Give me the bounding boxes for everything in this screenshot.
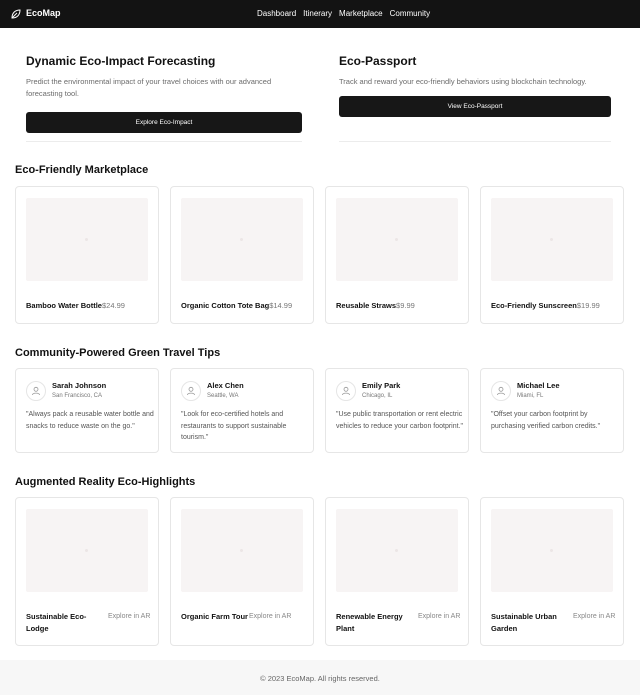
explore-in-ar-link[interactable]: Explore in AR <box>573 613 616 620</box>
product-image-placeholder <box>181 198 303 281</box>
tip-author-name: Emily Park <box>362 381 401 390</box>
feature-title: Dynamic Eco-Impact Forecasting <box>26 54 216 68</box>
eco-impact-feature <box>26 54 302 133</box>
product-price: $9.99 <box>396 301 415 310</box>
feature-description: Predict the environmental impact of your travel choices with our advanced forecasting tool. <box>26 77 272 98</box>
copyright-text: © 2023 EcoMap. All rights reserved. <box>260 674 380 683</box>
product-image-placeholder <box>336 198 458 281</box>
product-info <box>491 301 600 310</box>
ar-card[interactable] <box>325 497 469 646</box>
product-info <box>336 301 415 310</box>
product-card[interactable] <box>480 186 624 324</box>
tip-quote: "Always pack a reusable water bottle and snacks to reduce waste on the go." <box>26 411 154 430</box>
image-icon <box>240 549 243 552</box>
product-image-placeholder <box>491 198 613 281</box>
marketplace-heading: Eco-Friendly Marketplace <box>15 164 149 176</box>
ar-heading: Augmented Reality Eco-Highlights <box>15 476 196 488</box>
ar-image-placeholder <box>26 509 148 592</box>
ar-card[interactable] <box>480 497 624 646</box>
feature-title: Eco-Passport <box>339 54 417 68</box>
avatar <box>336 381 356 401</box>
image-icon <box>85 549 88 552</box>
nav-link-itinerary[interactable]: Itinerary <box>303 9 333 18</box>
divider <box>26 141 302 142</box>
user-icon <box>186 386 196 396</box>
tip-quote: "Use public transportation or rent electric vehicles to reduce your carbon footprint." <box>336 411 463 430</box>
tip-author-name: Sarah Johnson <box>52 381 107 390</box>
avatar <box>26 381 46 401</box>
eco-passport-feature <box>339 54 611 117</box>
avatar <box>491 381 511 401</box>
feature-description: Track and reward your eco-friendly behaviors using blockchain technology. <box>339 77 587 86</box>
tip-author-name: Michael Lee <box>517 381 560 390</box>
product-price: $14.99 <box>269 301 293 310</box>
footer <box>0 660 640 695</box>
explore-in-ar-link[interactable]: Explore in AR <box>418 613 461 620</box>
ar-location-name: Sustainable Urban Garden <box>491 612 557 633</box>
tip-card <box>325 368 469 453</box>
main-nav <box>257 9 430 18</box>
tip-card <box>170 368 314 453</box>
view-eco-passport-button[interactable]: View Eco-Passport <box>339 96 611 117</box>
product-info <box>26 301 125 310</box>
avatar <box>181 381 201 401</box>
user-icon <box>31 386 41 396</box>
product-name: Bamboo Water Bottle <box>26 301 102 310</box>
brand-name: EcoMap <box>26 8 61 18</box>
tip-quote: "Look for eco-certified hotels and restaurants to support sustainable tourism." <box>181 411 287 441</box>
top-navbar <box>0 0 640 28</box>
divider <box>339 141 611 142</box>
user-icon <box>496 386 506 396</box>
tip-author-location: San Francisco, CA <box>52 393 103 399</box>
leaf-icon <box>10 7 22 19</box>
ar-image-placeholder <box>181 509 303 592</box>
nav-link-dashboard[interactable]: Dashboard <box>257 9 297 18</box>
explore-in-ar-link[interactable]: Explore in AR <box>249 613 292 620</box>
ar-card[interactable] <box>15 497 159 646</box>
tip-author-location: Seattle, WA <box>207 393 239 399</box>
ar-card[interactable] <box>170 497 314 646</box>
image-icon <box>550 238 553 241</box>
tip-author-name: Alex Chen <box>207 381 244 390</box>
tip-author-location: Miami, FL <box>517 393 544 399</box>
brand-logo[interactable] <box>10 7 61 19</box>
product-info <box>181 301 292 310</box>
image-icon <box>550 549 553 552</box>
explore-eco-impact-button[interactable]: Explore Eco-Impact <box>26 112 302 133</box>
ar-image-placeholder <box>491 509 613 592</box>
tip-author-location: Chicago, IL <box>362 393 393 399</box>
product-card[interactable] <box>170 186 314 324</box>
product-name: Organic Cotton Tote Bag <box>181 301 270 310</box>
product-card[interactable] <box>15 186 159 324</box>
user-icon <box>341 386 351 396</box>
image-icon <box>395 549 398 552</box>
product-card[interactable] <box>325 186 469 324</box>
tip-card <box>15 368 159 453</box>
ar-image-placeholder <box>336 509 458 592</box>
nav-link-marketplace[interactable]: Marketplace <box>339 9 383 18</box>
image-icon <box>85 238 88 241</box>
ar-location-name: Sustainable Eco-Lodge <box>26 612 87 633</box>
ar-location-name: Organic Farm Tour <box>181 612 248 621</box>
product-image-placeholder <box>26 198 148 281</box>
ar-location-name: Renewable Energy Plant <box>336 612 403 633</box>
image-icon <box>395 238 398 241</box>
tip-quote: "Offset your carbon footprint by purchasing verified carbon credits." <box>491 411 601 430</box>
image-icon <box>240 238 243 241</box>
nav-link-community[interactable]: Community <box>389 9 431 18</box>
product-price: $19.99 <box>576 301 600 310</box>
product-price: $24.99 <box>101 301 125 310</box>
product-name: Eco-Friendly Sunscreen <box>491 301 577 310</box>
explore-in-ar-link[interactable]: Explore in AR <box>108 613 151 620</box>
tips-heading: Community-Powered Green Travel Tips <box>15 347 221 359</box>
product-name: Reusable Straws <box>336 301 397 310</box>
tip-card <box>480 368 624 453</box>
